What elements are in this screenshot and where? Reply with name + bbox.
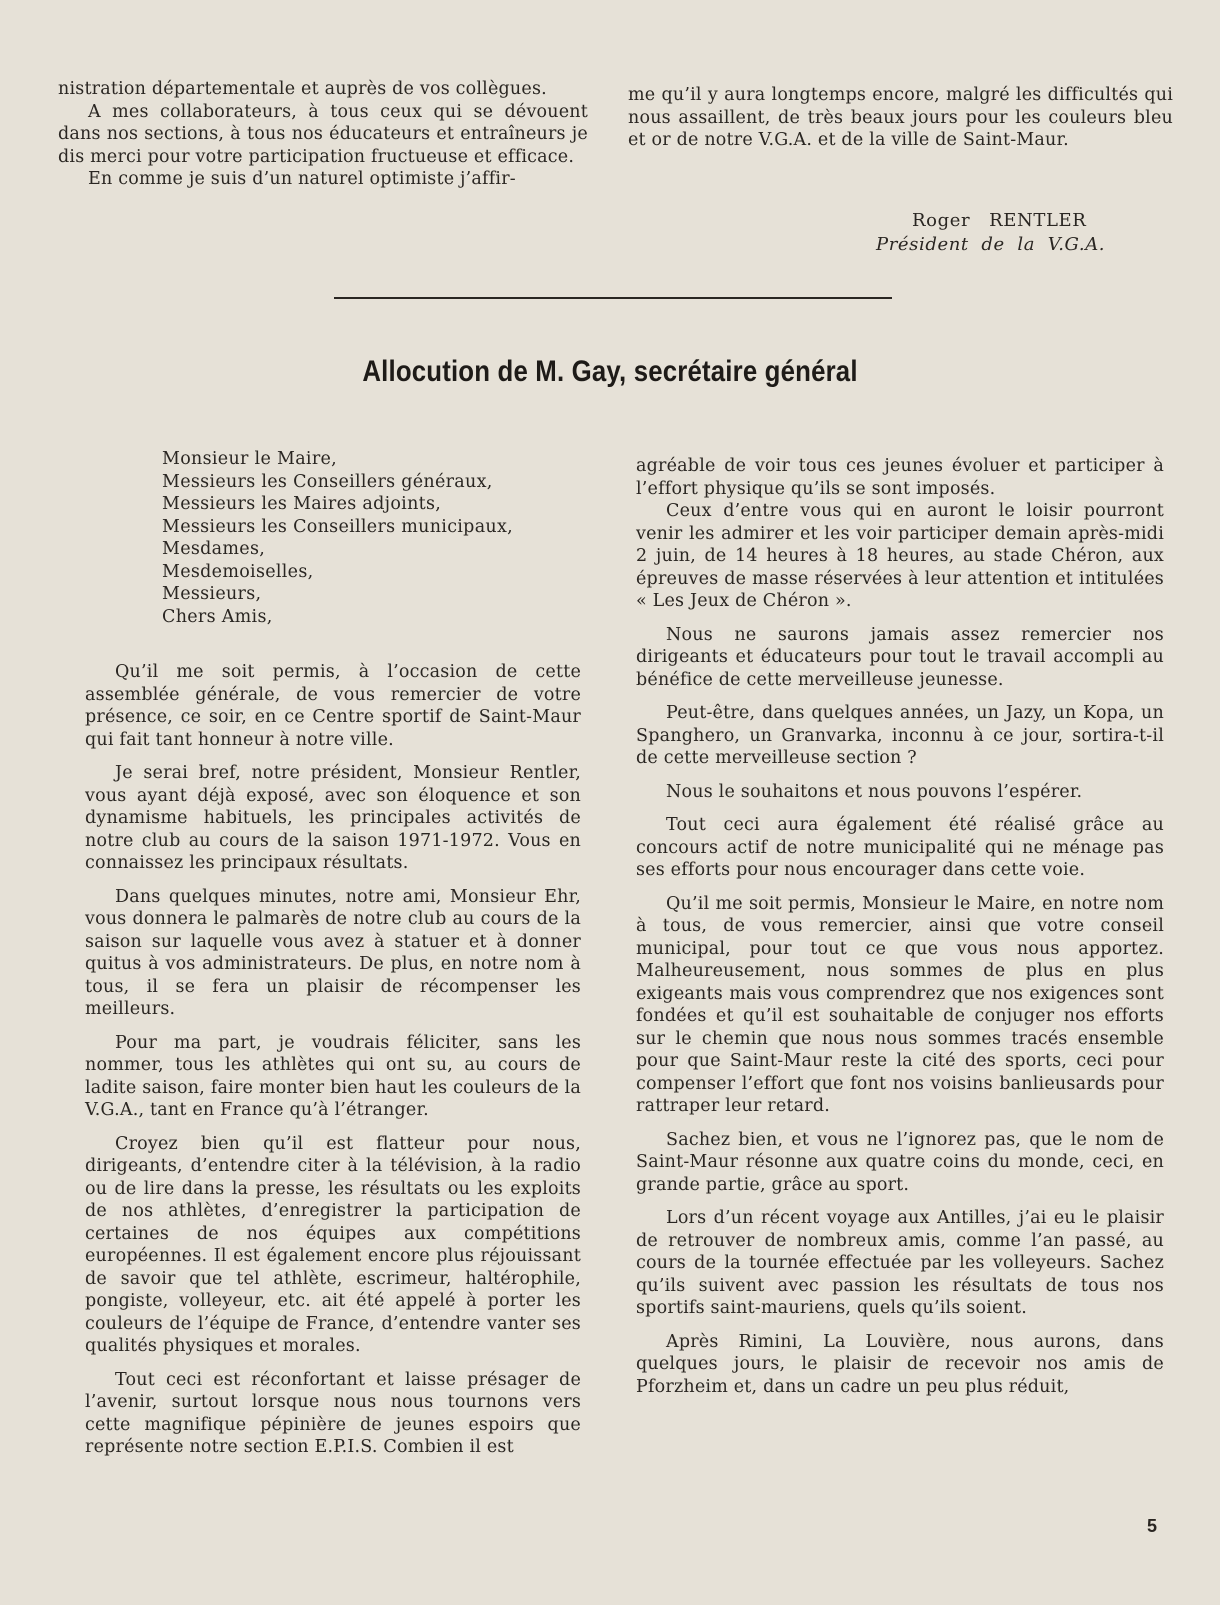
paragraph: Après Rimini, La Louvière, nous aurons, dans quelques jours, le plaisir de recevoir nos amis de Pforzheim et, dans un cadre un peu plus réduit, <box>636 1331 1164 1397</box>
paragraph: Dans quelques minutes, notre ami, Monsieur Ehr, vous donnera le palmarès de notre club au cours de la saison sur laquelle vous avez à statuer et à donner quitus à vos administrateurs. De plus, en notre nom à tous, il se fera un plaisir de récompenser les meilleurs. <box>85 886 581 1019</box>
salutation-line: Messieurs les Maires adjoints, <box>162 494 442 514</box>
top-left-column <box>58 78 588 191</box>
body-left-column <box>85 661 581 1459</box>
salutation-block <box>162 448 582 628</box>
paragraph: En comme je suis d’un naturel optimiste j’affir- <box>88 169 516 189</box>
paragraph: Tout ceci aura également été réalisé grâce au concours actif de notre municipalité qui ne ménage pas ses efforts pour nous encourager dans cette voie. <box>636 815 1164 880</box>
top-right-column <box>628 84 1173 152</box>
section-divider <box>334 297 892 299</box>
salutation-line: Monsieur le Maire, <box>162 449 338 469</box>
paragraph: agréable de voir tous ces jeunes évoluer et participer à l’effort physique qu’ils se sont imposés. <box>636 456 1164 499</box>
paragraph: Ceux d’entre vous qui en auront le loisir pourront venir les admirer et les voir participer demain après-midi 2 juin, de 14 heures à 18 heures, au stade Chéron, aux épreuves de masse réservées à leur attention et intitulées « Les Jeux de Chéron ». <box>636 501 1164 611</box>
paragraph: Qu’il me soit permis, à l’occasion de cette assemblée générale, de vous remercier de votre présence, ce soir, en ce Centre sportif de Saint-Maur qui fait tant honneur à notre ville. <box>85 662 581 750</box>
paragraph: Nous le souhaitons et nous pouvons l’espérer. <box>666 781 1083 802</box>
salutation-line: Mesdames, <box>162 539 266 559</box>
signature-name: Roger RENTLER <box>912 210 1087 231</box>
paragraph: me qu’il y aura longtemps encore, malgré les difficultés qui nous assaillent, de très beaux jours pour les couleurs bleu et or de notre V.G.A. et de la ville de Saint-Maur. <box>628 85 1173 150</box>
paragraph: Peut-être, dans quelques années, un Jazy, un Kopa, un Spanghero, un Granvarka, inconnu à ce jour, sortira-t-il de cette merveilleuse section ? <box>636 703 1164 768</box>
salutation-line: Mesdemoiselles, <box>162 561 314 582</box>
salutation-line: Messieurs, <box>162 584 262 604</box>
paragraph: Lors d’un récent voyage aux Antilles, j’ai eu le plaisir de retrouver de nombreux amis, comme l’an passé, au cours de la tournée effectuée par les volleyeurs. Sachez qu’ils suivent avec passion les résultats de tous nos sportifs saint-mauriens, quels qu’ils soient. <box>636 1208 1164 1318</box>
salutation-line: Messieurs les Conseillers généraux, <box>162 471 493 492</box>
paragraph: Croyez bien qu’il est flatteur pour nous, dirigeants, d’entendre citer à la télévision, à la radio ou de lire dans la presse, les résultats ou les exploits de nos athlètes, d’enregistrer la participation de certaines de nos équipes aux compétitions européennes. Il est également encore plus réjouissant de savoir que tel athlète, escrimeur, haltérophile, pongiste, volleyeur, etc. ait été appelé à porter les couleurs de l’équipe de France, d’entendre vanter ses qualités physiques et morales. <box>85 1133 581 1356</box>
paragraph: Tout ceci est réconfortant et laisse présager de l’avenir, surtout lorsque nous nous tournons vers cette magnifique pépinière de jeunes espoirs que représente notre section E.P.I.S. Combien il est <box>85 1369 581 1457</box>
body-right-column <box>636 455 1164 1398</box>
paragraph: Je serai bref, notre président, Monsieur Rentler, vous ayant déjà exposé, avec son éloquence et son dynamisme habituels, les principales activités de notre club au cours de la saison 1971-1972. Vous en connaissez les principaux résultats. <box>85 763 581 873</box>
paragraph: Nous ne saurons jamais assez remercier nos dirigeants et éducateurs pour tout le travail accompli au bénéfice de cette merveilleuse jeunesse. <box>636 624 1164 690</box>
signature-title: Président de la V.G.A. <box>876 234 1106 255</box>
page-number: 5 <box>1147 1516 1158 1536</box>
paragraph: Qu’il me soit permis, Monsieur le Maire, en notre nom à tous, de vous remercier, ainsi que votre conseil municipal, pour tout ce que vous nous apportez. Malheureusement, nous sommes de plus en plus exigeants mais vous comprendrez que nos exigences sont fondées et qu’il est souhaitable de conjuger nos efforts sur le chemin que nous nous sommes tracés ensemble pour que Saint-Maur reste la cité des sports, ceci pour compenser l’effort que font nos voisins banlieusards pour rattraper leur retard. <box>636 893 1164 1116</box>
salutation-line: Messieurs les Conseillers municipaux, <box>162 516 514 537</box>
section-title: Allocution de M. Gay, secrétaire général <box>362 355 858 388</box>
paragraph: A mes collaborateurs, à tous ceux qui se dévouent dans nos sections, à tous nos éducateurs et entraîneurs je dis merci pour votre participation fructueuse et efficace. <box>58 101 588 167</box>
paragraph: Sachez bien, et vous ne l’ignorez pas, que le nom de Saint-Maur résonne aux quatre coins du monde, ceci, en grande partie, grâce au sport. <box>636 1129 1164 1195</box>
paragraph: Pour ma part, je voudrais féliciter, sans les nommer, tous les athlètes qui ont su, au cours de ladite saison, faire monter bien haut les couleurs de la V.G.A., tant en France qu’à l’étranger. <box>85 1032 581 1120</box>
paragraph: nistration départementale et auprès de vos collègues. <box>58 79 547 99</box>
salutation-line: Chers Amis, <box>162 606 273 627</box>
